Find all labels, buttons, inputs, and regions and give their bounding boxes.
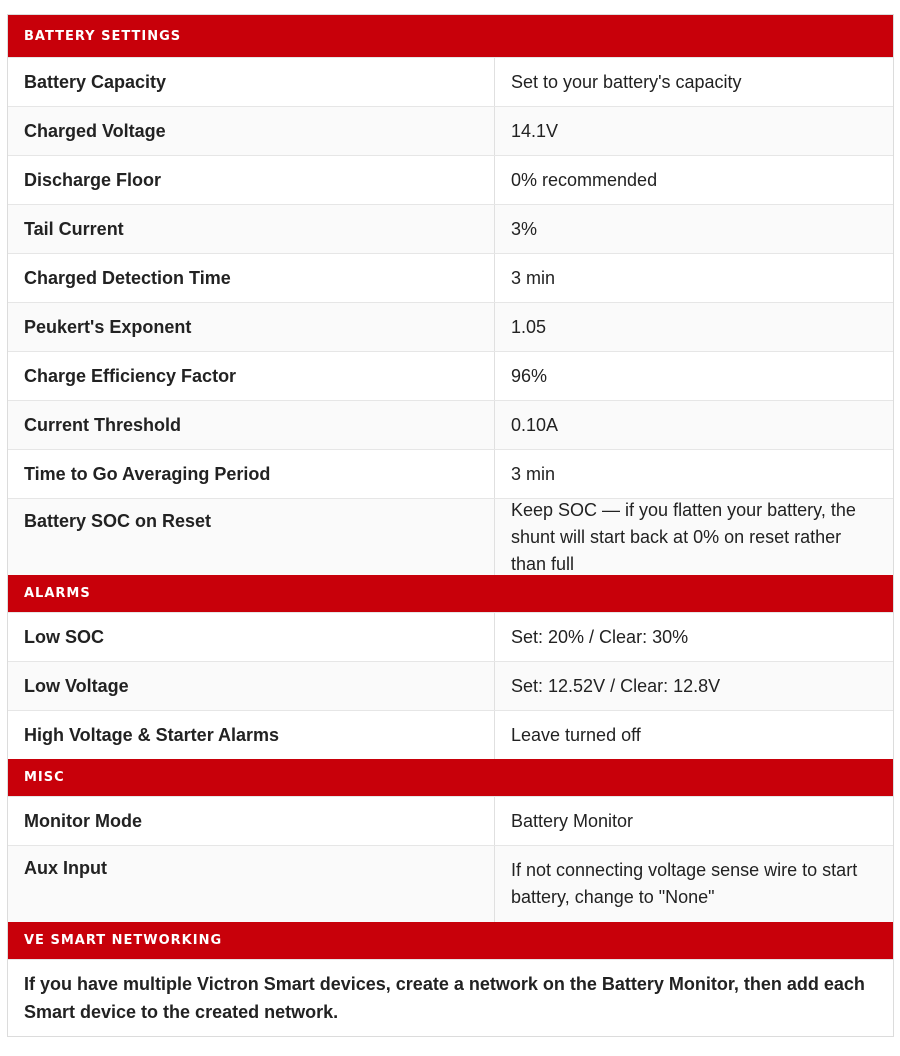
setting-value: Set to your battery's capacity (511, 71, 742, 92)
settings-table (7, 14, 894, 1037)
setting-label: Discharge Floor (8, 156, 495, 204)
table-row (8, 661, 893, 710)
setting-value: Set: 20% / Clear: 30% (511, 626, 689, 647)
setting-label: Time to Go Averaging Period (8, 450, 495, 498)
table-row (8, 302, 893, 351)
section-header-battery-settings: BATTERY SETTINGS (8, 15, 893, 57)
misc-group (8, 796, 893, 922)
setting-value: 3% (511, 218, 538, 239)
setting-value: 3 min (511, 267, 556, 288)
setting-value: 14.1V (511, 120, 559, 141)
section-header-ve-smart-networking: VE SMART NETWORKING (8, 922, 893, 959)
setting-value: Set: 12.52V / Clear: 12.8V (511, 675, 721, 696)
setting-label: Aux Input (8, 846, 495, 922)
setting-value: 0.10A (511, 414, 559, 435)
table-row (8, 204, 893, 253)
table-row (8, 612, 893, 661)
setting-label: High Voltage & Starter Alarms (8, 711, 495, 759)
setting-value: 3 min (511, 463, 556, 484)
table-row (8, 106, 893, 155)
table-row (8, 57, 893, 106)
table-row (8, 253, 893, 302)
setting-label: Tail Current (8, 205, 495, 253)
setting-label: Low SOC (8, 613, 495, 661)
table-row (8, 400, 893, 449)
table-row (8, 845, 893, 922)
section-header-misc: MISC (8, 759, 893, 796)
alarms-group (8, 612, 893, 759)
setting-label: Charge Efficiency Factor (8, 352, 495, 400)
table-row (8, 796, 893, 845)
setting-label: Battery SOC on Reset (8, 499, 495, 575)
setting-value: 1.05 (511, 316, 547, 337)
table-row (8, 710, 893, 759)
table-row (8, 155, 893, 204)
setting-value: 0% recommended (511, 169, 658, 190)
setting-value: Leave turned off (511, 724, 641, 745)
setting-value: If not connecting voltage sense wire to start battery, change to "None" (511, 860, 858, 907)
table-row (8, 351, 893, 400)
setting-label: Peukert's Exponent (8, 303, 495, 351)
setting-value: Battery Monitor (511, 810, 634, 831)
setting-value: 96% (511, 365, 548, 386)
table-row (8, 498, 893, 575)
setting-label: Low Voltage (8, 662, 495, 710)
battery-settings-group (8, 57, 893, 575)
networking-note: If you have multiple Victron Smart devices, create a network on the Battery Monitor, then add each Smart device to the created network. (8, 959, 893, 1036)
setting-label: Battery Capacity (8, 58, 495, 106)
setting-label: Charged Voltage (8, 107, 495, 155)
section-header-alarms: ALARMS (8, 575, 893, 612)
setting-label: Charged Detection Time (8, 254, 495, 302)
setting-label: Monitor Mode (8, 797, 495, 845)
setting-label: Current Threshold (8, 401, 495, 449)
table-row (8, 449, 893, 498)
setting-value: Keep SOC — if you flatten your battery, the shunt will start back at 0% on reset rather than full (511, 499, 856, 574)
